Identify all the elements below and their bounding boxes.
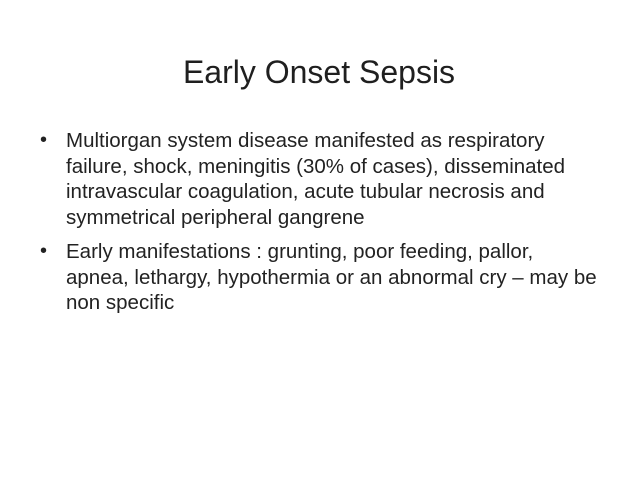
bullet-marker: • [40,240,48,262]
slide-title: Early Onset Sepsis [182,54,456,90]
bullet-text: Early manifestations : grunting, poor feeding, pallor, apnea, lethargy, hypothermia or an abnormal cry – may be non specific [66,240,597,314]
bullet-marker: • [40,129,48,151]
bullet-list [40,128,600,325]
bullet-item-early-manifestations [40,239,600,316]
bullet-item-multiorgan [40,128,600,230]
bullet-text: Multiorgan system disease manifested as respiratory failure, shock, meningitis (30% of cases), disseminated intravascular coagulation, acute tubular necrosis and symmetrical peripheral gangrene [66,129,566,229]
